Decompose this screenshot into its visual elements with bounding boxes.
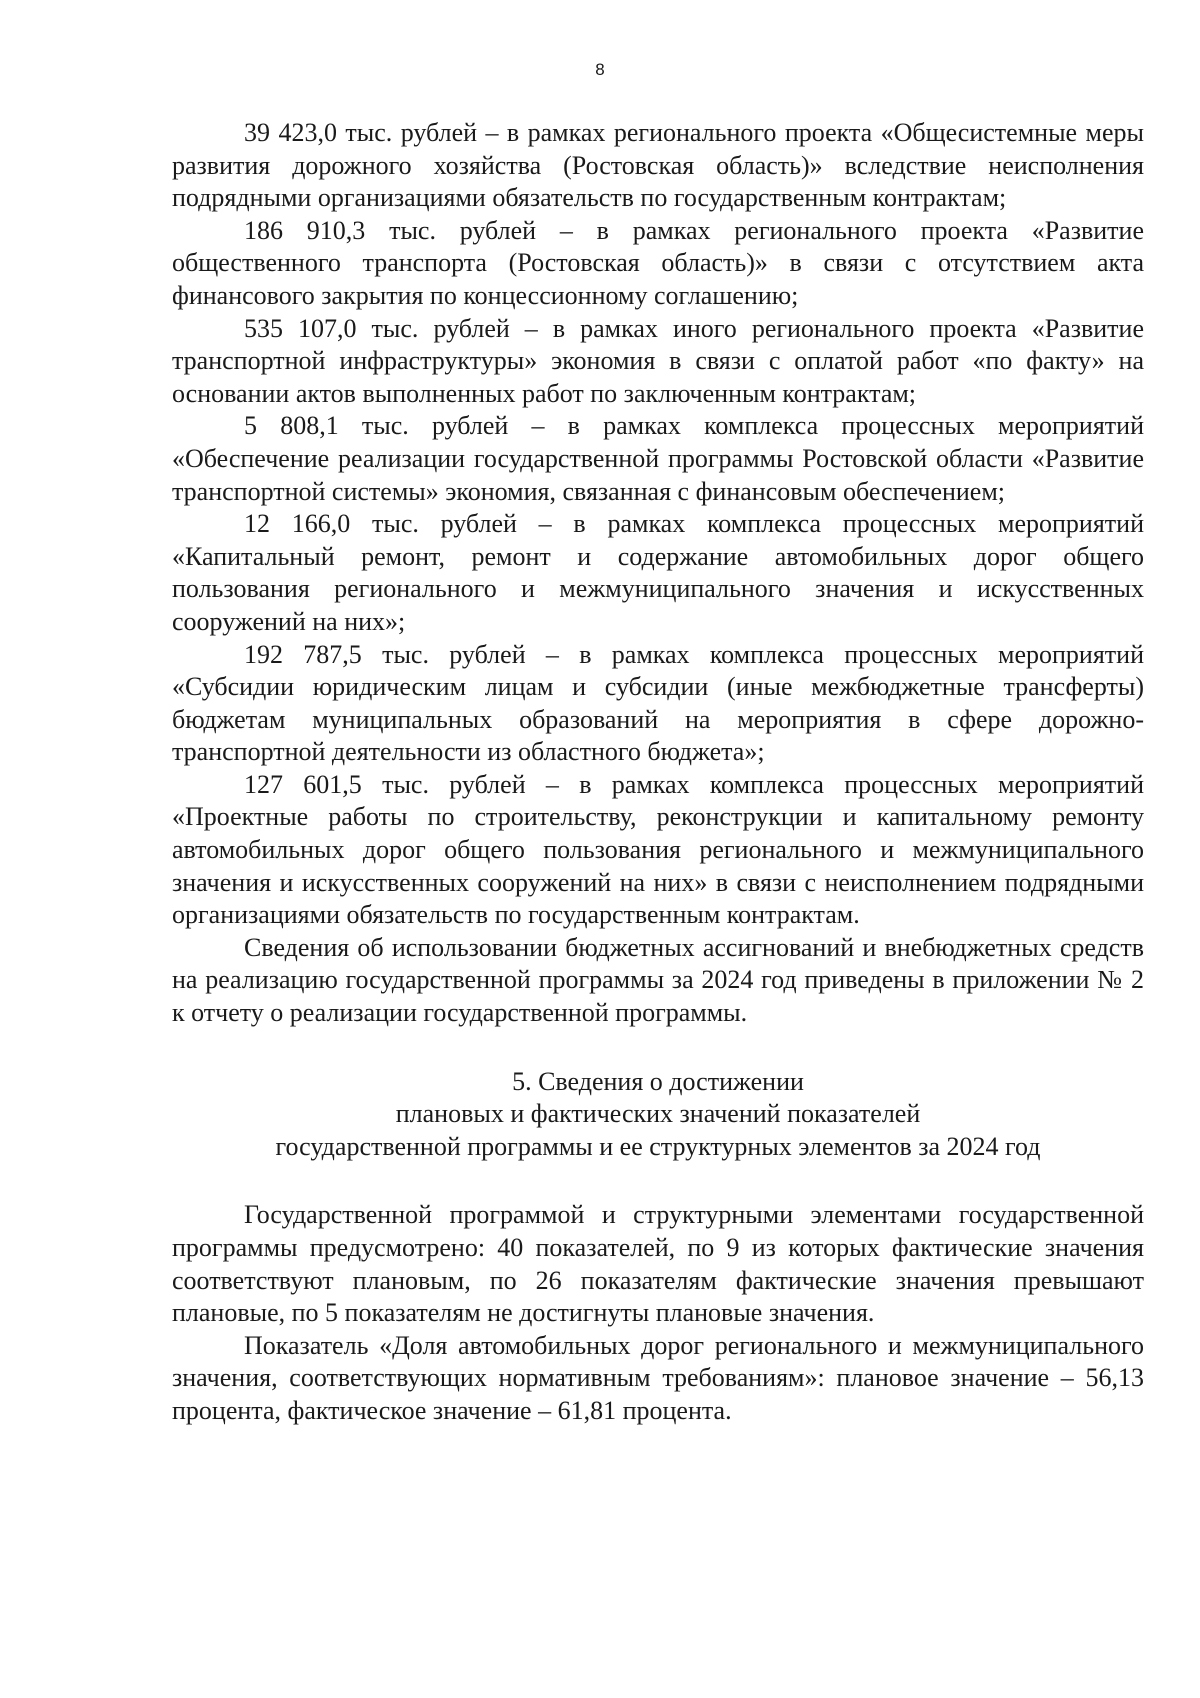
document-body xyxy=(172,117,1144,1428)
paragraph-appendix-reference: Сведения об использовании бюджетных ассигнований и внебюджетных средств на реализацию государственной программы за 2024 год приведены в приложении № 2 к отчету о реализации государственной программы. xyxy=(172,932,1144,1028)
section-heading-line-3: государственной программы и ее структурных элементов за 2024 год xyxy=(275,1131,1041,1161)
paragraph-general-road-measures: 39 423,0 тыс. рублей – в рамках регионального проекта «Общесистемные меры развития дорожного хозяйства (Ростовская область)» вследствие неисполнения подрядными организациями обязательств по государственным контрактам; xyxy=(172,118,1144,213)
paragraph-indicator-summary: Государственной программой и структурными элементами государственной программы предусмотрено: 40 показателей, по 9 из которых фактические значения соответствуют плановым, по 26 показателям фактические значения превышают плановые, по 5 показателям не достигнуты плановые значения. xyxy=(172,1200,1144,1328)
section-heading-line-1: 5. Сведения о достижении xyxy=(512,1066,804,1096)
section-heading xyxy=(172,1066,1144,1164)
paragraph-program-implementation: 5 808,1 тыс. рублей – в рамках комплекса процессных мероприятий «Обеспечение реализации государственной программы Ростовской области «Развитие транспортной системы» экономия, связанная с финансовым обеспечением; xyxy=(172,411,1144,506)
paragraph-roads-indicator: Показатель «Доля автомобильных дорог регионального и межмуниципального значения, соответствующих нормативным требованиям»: плановое значение – 56,13 процента, фактическое значение – 61,81 процента. xyxy=(172,1330,1144,1425)
paragraph-capital-repair: 12 166,0 тыс. рублей – в рамках комплекса процессных мероприятий «Капитальный ремонт, ремонт и содержание автомобильных дорог общего пользования регионального и межмуниципального значения и искусственных сооружений на них»; xyxy=(172,509,1144,636)
paragraph-public-transport: 186 910,3 тыс. рублей – в рамках регионального проекта «Развитие общественного транспорта (Ростовская область)» в связи с отсутствием акта финансового закрытия по концессионному соглашению; xyxy=(172,215,1144,310)
paragraph-transport-infrastructure: 535 107,0 тыс. рублей – в рамках иного регионального проекта «Развитие транспортной инфраструктуры» экономия в связи с оплатой работ «по факту» на основании актов выполненных работ по заключенным контрактам; xyxy=(172,313,1144,408)
paragraph-subsidies: 192 787,5 тыс. рублей – в рамках комплекса процессных мероприятий «Субсидии юридическим лицам и субсидии (иные межбюджетные трансферты) бюджетам муниципальных образований на мероприятия в сфере дорожно-транспортной деятельности из областного бюджета»; xyxy=(172,639,1144,767)
page-number: 8 xyxy=(595,60,605,79)
section-heading-line-2: плановых и фактических значений показателей xyxy=(395,1099,921,1129)
paragraph-design-works: 127 601,5 тыс. рублей – в рамках комплекса процессных мероприятий «Проектные работы по строительству, реконструкции и капитальному ремонту автомобильных дорог общего пользования регионального и межмуниципального значения и искусственных сооружений на них» в связи с неисполнением подрядными организациями обязательств по государственным контрактам. xyxy=(172,769,1144,930)
